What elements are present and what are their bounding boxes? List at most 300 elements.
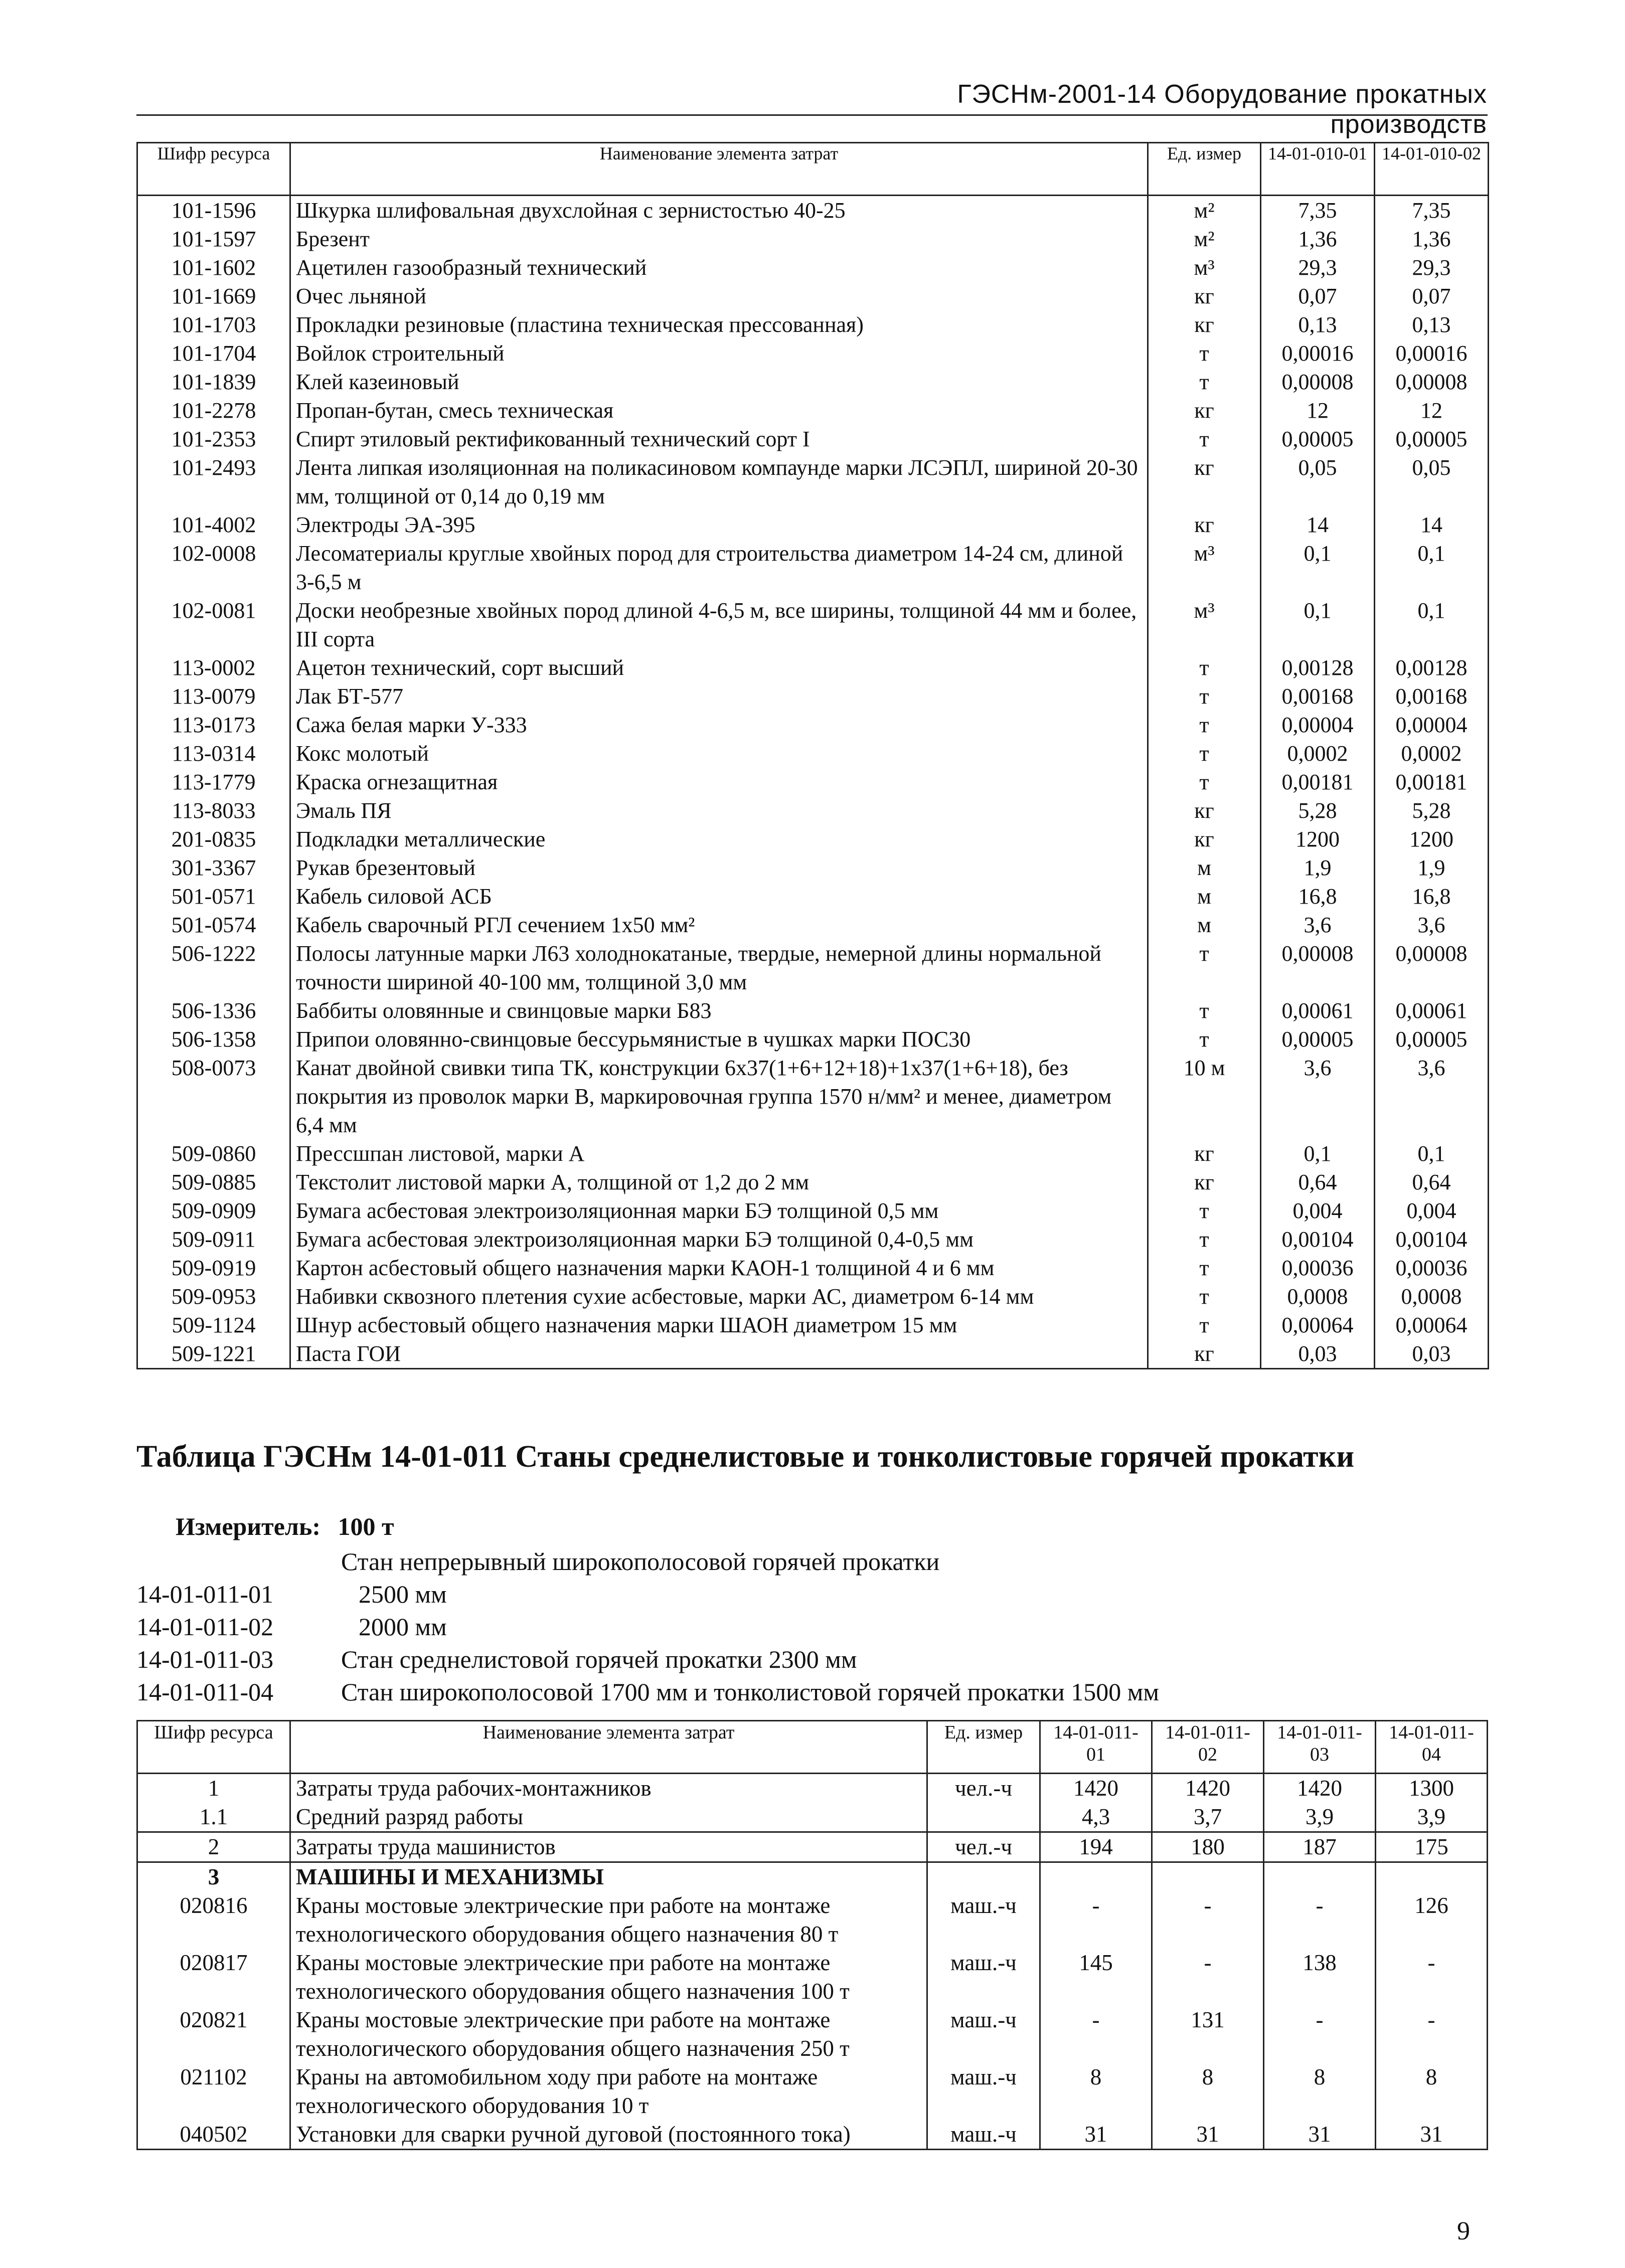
value-col2: - — [1152, 1891, 1264, 1949]
table-row — [137, 1774, 1488, 1803]
value-col2: 3,6 — [1417, 1056, 1445, 1080]
value-col4: 3,9 — [1376, 1803, 1488, 1832]
resource-code: 102-0008 — [137, 539, 290, 596]
table-header-row — [137, 1721, 1488, 1774]
value-col2: 1,9 — [1417, 855, 1445, 880]
unit-cell: т — [1148, 653, 1261, 682]
value-col3 — [1264, 1862, 1376, 1892]
header-col2: 14-01-011-02 — [1152, 1721, 1264, 1774]
resource-name: Средний разряд работы — [290, 1803, 927, 1832]
unit-cell: маш.-ч — [927, 1891, 1040, 1949]
resource-code: 101-1703 — [137, 310, 290, 339]
value-col1: 0,1 — [1261, 1139, 1375, 1168]
value-col2: 0,00181 — [1395, 770, 1468, 794]
value-col1: 145 — [1040, 1949, 1152, 2006]
header-col1: 14-01-010-01 — [1261, 143, 1375, 196]
resource-name: Бумага асбестовая электроизоляционная марки БЭ толщиной 0,4-0,5 мм — [290, 1225, 1148, 1254]
resource-code: 113-0002 — [137, 653, 290, 682]
value-col2: 0,00016 — [1395, 341, 1468, 366]
value-col4 — [1376, 1862, 1488, 1892]
value-col2: - — [1152, 1949, 1264, 2006]
resource-name: Кабель сварочный РГЛ сечением 1х50 мм² — [290, 911, 1148, 939]
unit-cell: т — [1148, 711, 1261, 739]
header-col3: 14-01-011-03 — [1264, 1721, 1376, 1774]
table-row — [137, 825, 1489, 853]
value-col1: 0,00005 — [1261, 425, 1375, 453]
resource-code: 201-0835 — [137, 825, 290, 853]
resource-code: 020816 — [137, 1891, 290, 1949]
resource-name: Доски необрезные хвойных пород длиной 4-6,5 м, все ширины, толщиной 44 мм и более, III сорта — [290, 596, 1148, 653]
resource-name: Лента липкая изоляционная на поликасиновом компаунде марки ЛСЭПЛ, шириной 20-30 мм, толщиной от 0,14 до 0,19 мм — [290, 453, 1148, 510]
value-col2: 0,00064 — [1395, 1313, 1468, 1337]
norm-code: 14-01-011-03 — [136, 1645, 274, 1673]
unit-cell: кг — [1148, 310, 1261, 339]
table-row — [137, 1862, 1488, 1892]
value-col2: 0,00128 — [1395, 655, 1468, 680]
unit-cell: м² — [1148, 225, 1261, 253]
table-row — [137, 425, 1489, 453]
table-row — [137, 510, 1489, 539]
norm-item — [136, 1612, 447, 1641]
table-title: Таблица ГЭСНм 14-01-011 Станы среднелистовые и тонколистовые горячей прокатки — [136, 1440, 1355, 1474]
resource-name: Шнур асбестовый общего назначения марки ШАОН диаметром 15 мм — [290, 1311, 1148, 1339]
unit-cell: т — [1148, 1025, 1261, 1054]
resource-name: Войлок строительный — [290, 339, 1148, 368]
resource-name: Ацетилен газообразный технический — [290, 253, 1148, 282]
value-col1: 5,28 — [1261, 796, 1375, 825]
table-row — [137, 853, 1489, 882]
value-col1: 0,00036 — [1261, 1254, 1375, 1282]
unit-cell: кг — [1148, 825, 1261, 853]
table-row — [137, 310, 1489, 339]
value-col1: 12 — [1261, 396, 1375, 425]
table-row — [137, 768, 1489, 796]
resource-code: 509-0953 — [137, 1282, 290, 1311]
value-col1: 4,3 — [1040, 1803, 1152, 1832]
resource-name: Ацетон технический, сорт высший — [290, 653, 1148, 682]
unit-cell: м — [1148, 911, 1261, 939]
table-row — [137, 1339, 1489, 1369]
unit-cell: т — [1148, 682, 1261, 711]
norm-code: 14-01-011-02 — [136, 1613, 274, 1641]
table-row — [137, 1196, 1489, 1225]
value-col1: 0,05 — [1261, 453, 1375, 510]
resource-code: 301-3367 — [137, 853, 290, 882]
norm-item — [136, 1645, 857, 1674]
value-col1: 0,00061 — [1261, 996, 1375, 1025]
table-row — [137, 1832, 1488, 1862]
resource-code: 508-0073 — [137, 1054, 290, 1139]
resource-code: 113-0079 — [137, 682, 290, 711]
resource-name: Затраты труда машинистов — [290, 1832, 927, 1862]
table-row — [137, 653, 1489, 682]
norm-text: Стан широкополосовой 1700 мм и тонколистовой горячей прокатки 1500 мм — [341, 1678, 1160, 1706]
value-col1: 29,3 — [1261, 253, 1375, 282]
unit-cell: т — [1148, 1254, 1261, 1282]
table-row — [137, 539, 1489, 596]
value-col3: 138 — [1264, 1949, 1376, 2006]
value-col2: 131 — [1152, 2006, 1264, 2063]
resource-code: 101-1839 — [137, 368, 290, 396]
value-col1: 0,1 — [1261, 596, 1375, 653]
resource-name: Затраты труда рабочих-монтажников — [290, 1774, 927, 1803]
resource-name: Электроды ЭА-395 — [290, 510, 1148, 539]
table-row — [137, 739, 1489, 768]
resource-code: 506-1222 — [137, 939, 290, 996]
unit-cell: м² — [1148, 196, 1261, 225]
resource-name: Брезент — [290, 225, 1148, 253]
resource-code: 101-1597 — [137, 225, 290, 253]
resource-name: Бумага асбестовая электроизоляционная марки БЭ толщиной 0,5 мм — [290, 1196, 1148, 1225]
resource-name: Краны мостовые электрические при работе на монтаже технологического оборудования общего назначения 100 т — [290, 1949, 927, 2006]
value-col2: 0,00168 — [1395, 684, 1468, 709]
resources-table-14-01-010 — [136, 142, 1489, 1369]
table-row — [137, 1803, 1488, 1832]
resource-name: Пропан-бутан, смесь техническая — [290, 396, 1148, 425]
value-col1: 0,64 — [1261, 1168, 1375, 1196]
resource-name: Текстолит листовой марки А, толщиной от 1,2 до 2 мм — [290, 1168, 1148, 1196]
unit-cell — [927, 1862, 1040, 1892]
resource-code: 040502 — [137, 2120, 290, 2150]
resource-code: 101-1602 — [137, 253, 290, 282]
resource-name: Кабель силовой АСБ — [290, 882, 1148, 911]
value-col1: 0,13 — [1261, 310, 1375, 339]
unit-cell: т — [1148, 1196, 1261, 1225]
value-col1: 0,00008 — [1261, 368, 1375, 396]
header-unit: Ед. измер — [1148, 143, 1261, 196]
resource-code: 020817 — [137, 1949, 290, 2006]
value-col2: 0,03 — [1412, 1341, 1451, 1366]
unit-cell: м — [1148, 853, 1261, 882]
resource-code: 509-1124 — [137, 1311, 290, 1339]
value-col1: 31 — [1040, 2120, 1152, 2150]
value-col2: 0,0002 — [1401, 741, 1462, 766]
resource-name: Прокладки резиновые (пластина техническая прессованная) — [290, 310, 1148, 339]
unit-cell: кг — [1148, 453, 1261, 510]
value-col1: 0,00016 — [1261, 339, 1375, 368]
resource-code: 101-1596 — [137, 196, 290, 225]
unit-cell: т — [1148, 1311, 1261, 1339]
value-col1: 7,35 — [1261, 196, 1375, 225]
resource-name: Краны мостовые электрические при работе на монтаже технологического оборудования общего назначения 250 т — [290, 2006, 927, 2063]
resource-name: Спирт этиловый ректификованный технический сорт I — [290, 425, 1148, 453]
value-col2: 0,07 — [1412, 284, 1451, 308]
value-col2: 1200 — [1409, 827, 1453, 851]
resource-code: 113-0173 — [137, 711, 290, 739]
value-col2: 0,64 — [1412, 1170, 1451, 1194]
table-row — [137, 1054, 1489, 1139]
value-col2: 0,00061 — [1395, 998, 1468, 1023]
value-col2 — [1152, 1862, 1264, 1892]
value-col4: 8 — [1376, 2063, 1488, 2120]
table-row — [137, 682, 1489, 711]
table-row — [137, 339, 1489, 368]
unit-cell: кг — [1148, 1139, 1261, 1168]
value-col3: 3,9 — [1264, 1803, 1376, 1832]
resource-name: Картон асбестовый общего назначения марки КАОН-1 толщиной 4 и 6 мм — [290, 1254, 1148, 1282]
unit-cell: кг — [1148, 1339, 1261, 1369]
resource-code: 101-2353 — [137, 425, 290, 453]
header-col4: 14-01-011-04 — [1376, 1721, 1488, 1774]
resource-name: Припои оловянно-свинцовые бессурьмянистые в чушках марки ПОС30 — [290, 1025, 1148, 1054]
meter-label: Измеритель: — [176, 1512, 321, 1540]
value-col4: 31 — [1376, 2120, 1488, 2150]
unit-cell: т — [1148, 1282, 1261, 1311]
value-col2: 180 — [1152, 1832, 1264, 1862]
table-row — [137, 368, 1489, 396]
unit-cell: т — [1148, 1225, 1261, 1254]
value-col4: 175 — [1376, 1832, 1488, 1862]
resource-name: Сажа белая марки У-333 — [290, 711, 1148, 739]
value-col2: 0,004 — [1406, 1198, 1456, 1223]
resource-name: Канат двойной свивки типа ТК, конструкции 6х37(1+6+12+18)+1х37(1+6+18), без покрытия из проволок марки В, маркировочная группа 1570 н/мм² и менее, диаметром 6,4 мм — [290, 1054, 1148, 1139]
resource-code: 021102 — [137, 2063, 290, 2120]
value-col2: 3,6 — [1417, 913, 1445, 937]
meter-value: 100 т — [338, 1512, 394, 1540]
resource-code: 102-0081 — [137, 596, 290, 653]
value-col1: - — [1040, 1891, 1152, 1949]
table-row — [137, 196, 1489, 225]
value-col1: 0,00181 — [1261, 768, 1375, 796]
norm-code: 14-01-011-04 — [136, 1678, 274, 1706]
value-col2: 8 — [1152, 2063, 1264, 2120]
unit-cell: маш.-ч — [927, 2006, 1040, 2063]
resource-name: МАШИНЫ И МЕХАНИЗМЫ — [290, 1862, 927, 1892]
resource-code: 501-0571 — [137, 882, 290, 911]
norm-text: 2000 мм — [359, 1613, 447, 1641]
unit-cell: м³ — [1148, 596, 1261, 653]
resource-name: Набивки сквозного плетения сухие асбестовые, марки АС, диаметром 6-14 мм — [290, 1282, 1148, 1311]
resource-code: 3 — [137, 1862, 290, 1892]
resource-code: 506-1358 — [137, 1025, 290, 1054]
norm-item — [136, 1580, 447, 1609]
resource-name: Лак БТ-577 — [290, 682, 1148, 711]
value-col1: 3,6 — [1261, 1054, 1375, 1139]
unit-cell: т — [1148, 996, 1261, 1025]
value-col1: 0,00168 — [1261, 682, 1375, 711]
resource-code: 101-2278 — [137, 396, 290, 425]
resource-code: 509-0909 — [137, 1196, 290, 1225]
value-col2: 0,05 — [1412, 455, 1451, 480]
table-row — [137, 1311, 1489, 1339]
resource-code: 101-1669 — [137, 282, 290, 310]
resource-name: Паста ГОИ — [290, 1339, 1148, 1369]
value-col4: 1300 — [1376, 1774, 1488, 1803]
page-header-title: ГЭСНм-2001-14 Оборудование прокатных производств — [957, 80, 1487, 139]
table-row — [137, 1139, 1489, 1168]
value-col1: 1,36 — [1261, 225, 1375, 253]
resource-code: 113-1779 — [137, 768, 290, 796]
resource-code: 113-0314 — [137, 739, 290, 768]
table-row — [137, 882, 1489, 911]
resource-code: 509-0860 — [137, 1139, 290, 1168]
value-col1: 0,0008 — [1261, 1282, 1375, 1311]
unit-cell: кг — [1148, 510, 1261, 539]
value-col3: - — [1264, 1891, 1376, 1949]
header-name: Наименование элемента затрат — [290, 143, 1148, 196]
value-col2: 0,00036 — [1395, 1256, 1468, 1280]
resource-name: Эмаль ПЯ — [290, 796, 1148, 825]
value-col4: 126 — [1376, 1891, 1488, 1949]
header-name: Наименование элемента затрат — [290, 1721, 927, 1774]
value-col2: 0,1 — [1417, 1141, 1445, 1166]
header-col2: 14-01-010-02 — [1382, 143, 1481, 163]
unit-cell: т — [1148, 739, 1261, 768]
resource-code: 101-2493 — [137, 453, 290, 510]
resource-name: Шкурка шлифовальная двухслойная с зернистостью 40-25 — [290, 196, 1148, 225]
value-col2: 0,00008 — [1395, 941, 1468, 966]
value-col4: - — [1376, 2006, 1488, 2063]
resource-name: Рукав брезентовый — [290, 853, 1148, 882]
resource-code: 2 — [137, 1832, 290, 1862]
norm-item — [136, 1677, 1159, 1706]
value-col2: 14 — [1420, 512, 1442, 537]
table-row — [137, 225, 1489, 253]
header-col1: 14-01-011-01 — [1040, 1721, 1152, 1774]
value-col2: 0,00104 — [1395, 1227, 1468, 1252]
unit-cell: м — [1148, 882, 1261, 911]
page-number: 9 — [1457, 2217, 1470, 2245]
value-col1: 0,00128 — [1261, 653, 1375, 682]
unit-cell: т — [1148, 425, 1261, 453]
value-col2: 16,8 — [1412, 884, 1451, 909]
resource-code: 509-0885 — [137, 1168, 290, 1196]
table-row — [137, 2063, 1488, 2120]
value-col1 — [1040, 1862, 1152, 1892]
table-row — [137, 996, 1489, 1025]
header-unit: Ед. измер — [927, 1721, 1040, 1774]
table-row — [137, 1282, 1489, 1311]
value-col2: 1420 — [1152, 1774, 1264, 1803]
value-col2: 29,3 — [1412, 255, 1451, 280]
value-col1: 0,00005 — [1261, 1025, 1375, 1054]
value-col3: - — [1264, 2006, 1376, 2063]
value-col2: 0,1 — [1417, 598, 1445, 623]
unit-cell: 10 м — [1148, 1054, 1261, 1139]
value-col1: 0,07 — [1261, 282, 1375, 310]
value-col1: 1420 — [1040, 1774, 1152, 1803]
value-col2: 0,0008 — [1401, 1284, 1462, 1309]
resource-name: Клей казеиновый — [290, 368, 1148, 396]
value-col4: - — [1376, 1949, 1488, 2006]
value-col1: 0,03 — [1261, 1339, 1375, 1369]
value-col1: 0,00104 — [1261, 1225, 1375, 1254]
table-header-row — [137, 143, 1489, 196]
resource-name: Баббиты оловянные и свинцовые марки Б83 — [290, 996, 1148, 1025]
value-col2: 1,36 — [1412, 227, 1451, 251]
resource-code: 113-8033 — [137, 796, 290, 825]
norm-code: 14-01-011-01 — [136, 1580, 274, 1608]
norm-text: Стан среднелистовой горячей прокатки 2300 мм — [341, 1645, 857, 1673]
table-row — [137, 253, 1489, 282]
value-col1: 0,00008 — [1261, 939, 1375, 996]
table-row — [137, 1949, 1488, 2006]
resource-code: 506-1336 — [137, 996, 290, 1025]
unit-cell: кг — [1148, 396, 1261, 425]
resources-table-14-01-011 — [136, 1720, 1488, 2150]
value-col1: - — [1040, 2006, 1152, 2063]
resource-code: 101-1704 — [137, 339, 290, 368]
unit-cell: маш.-ч — [927, 1949, 1040, 2006]
unit-cell: кг — [1148, 282, 1261, 310]
table-row — [137, 282, 1489, 310]
table-row — [137, 596, 1489, 653]
resource-code: 020821 — [137, 2006, 290, 2063]
value-col2: 0,00004 — [1395, 713, 1468, 737]
resource-name: Установки для сварки ручной дуговой (постоянного тока) — [290, 2120, 927, 2150]
norm-text: 2500 мм — [359, 1580, 447, 1608]
value-col1: 0,0002 — [1261, 739, 1375, 768]
value-col1: 1,9 — [1261, 853, 1375, 882]
table-row — [137, 1025, 1489, 1054]
unit-cell: маш.-ч — [927, 2063, 1040, 2120]
value-col1: 1200 — [1261, 825, 1375, 853]
resource-name: Прессшпан листовой, марки А — [290, 1139, 1148, 1168]
value-col1: 0,00064 — [1261, 1311, 1375, 1339]
unit-cell: кг — [1148, 796, 1261, 825]
unit-cell — [927, 1803, 1040, 1832]
sub-heading: Стан непрерывный широкополосовой горячей прокатки — [341, 1547, 940, 1576]
table-row — [137, 796, 1489, 825]
table-row — [137, 2120, 1488, 2150]
value-col1: 194 — [1040, 1832, 1152, 1862]
value-col1: 3,6 — [1261, 911, 1375, 939]
resource-code: 1.1 — [137, 1803, 290, 1832]
header-code: Шифр ресурса — [137, 143, 290, 196]
unit-cell: маш.-ч — [927, 2120, 1040, 2150]
header-code: Шифр ресурса — [137, 1721, 290, 1774]
value-col1: 8 — [1040, 2063, 1152, 2120]
table-row — [137, 1891, 1488, 1949]
unit-cell: м³ — [1148, 253, 1261, 282]
resource-code: 509-0919 — [137, 1254, 290, 1282]
unit-cell: т — [1148, 768, 1261, 796]
unit-cell: т — [1148, 339, 1261, 368]
table-row — [137, 396, 1489, 425]
resource-name: Подкладки металлические — [290, 825, 1148, 853]
resource-code: 101-4002 — [137, 510, 290, 539]
value-col1: 0,004 — [1261, 1196, 1375, 1225]
value-col2: 0,00005 — [1395, 427, 1468, 451]
resource-code: 1 — [137, 1774, 290, 1803]
table-row — [137, 453, 1489, 510]
value-col2: 12 — [1420, 398, 1442, 423]
resource-code: 501-0574 — [137, 911, 290, 939]
resource-name: Очес льняной — [290, 282, 1148, 310]
resource-code: 509-1221 — [137, 1339, 290, 1369]
unit-cell: чел.-ч — [927, 1832, 1040, 1862]
value-col1: 14 — [1261, 510, 1375, 539]
value-col2: 0,1 — [1417, 541, 1445, 566]
table-row — [137, 1168, 1489, 1196]
resource-name: Лесоматериалы круглые хвойных пород для строительства диаметром 14-24 см, длиной 3-6,5 м — [290, 539, 1148, 596]
table-row — [137, 939, 1489, 996]
unit-cell: чел.-ч — [927, 1774, 1040, 1803]
resource-name: Кокс молотый — [290, 739, 1148, 768]
unit-cell: т — [1148, 368, 1261, 396]
header-rule — [136, 114, 1488, 116]
resource-name: Полосы латунные марки Л63 холоднокатаные, твердые, немерной длины нормальной точности шириной 40-100 мм, толщиной 3,0 мм — [290, 939, 1148, 996]
value-col3: 8 — [1264, 2063, 1376, 2120]
value-col2: 31 — [1152, 2120, 1264, 2150]
value-col1: 0,00004 — [1261, 711, 1375, 739]
unit-cell: т — [1148, 939, 1261, 996]
table-row — [137, 911, 1489, 939]
value-col2: 3,7 — [1152, 1803, 1264, 1832]
value-col3: 187 — [1264, 1832, 1376, 1862]
value-col2: 0,00008 — [1395, 370, 1468, 394]
resource-name: Краска огнезащитная — [290, 768, 1148, 796]
